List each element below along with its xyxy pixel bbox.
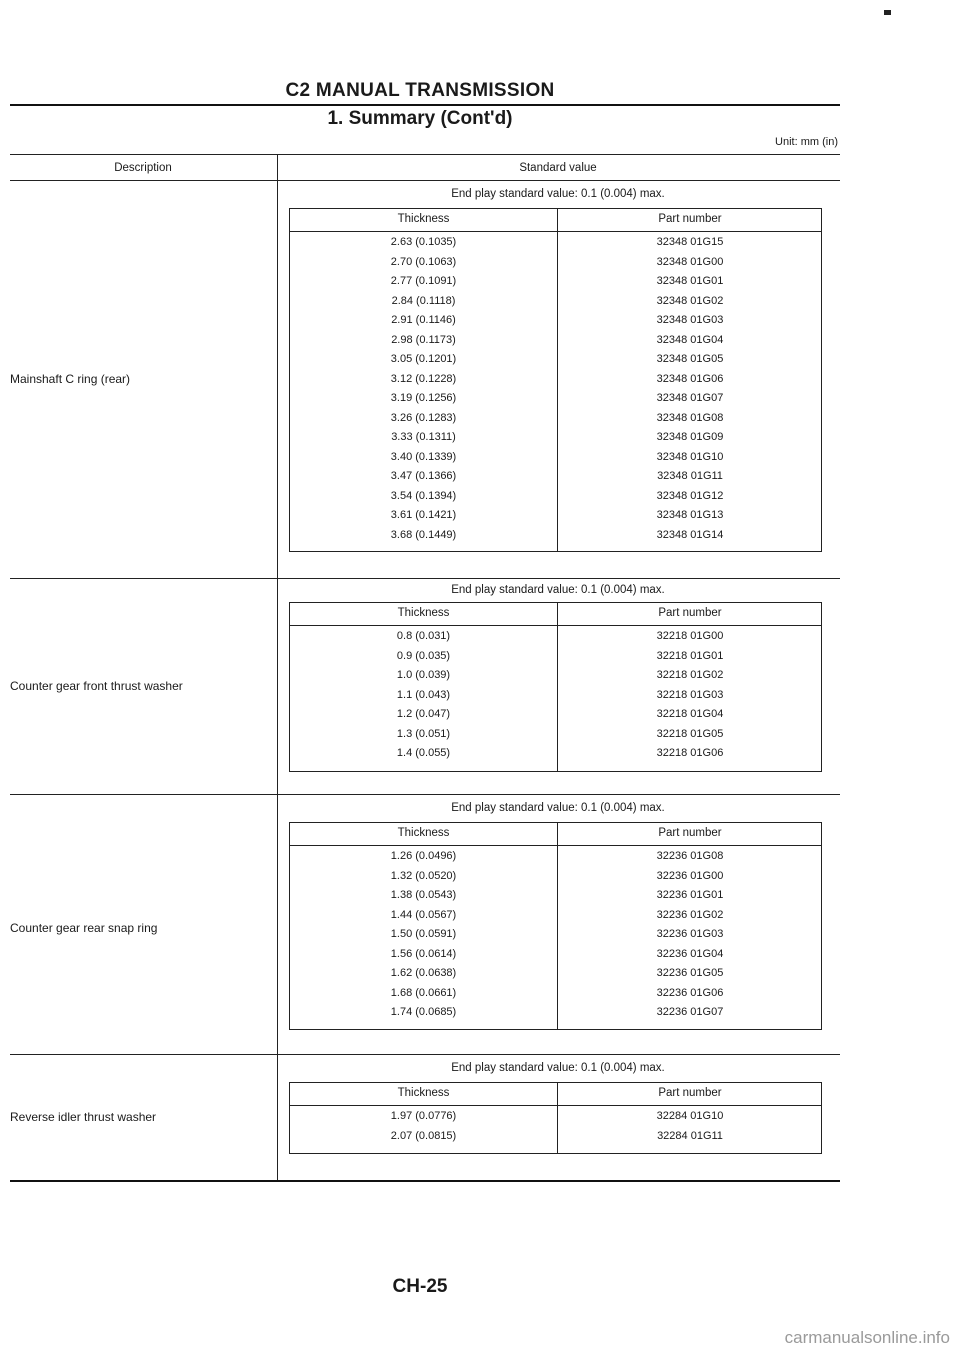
part-number-header: Part number bbox=[658, 827, 722, 839]
thickness-cell: 2.84 (0.1118) bbox=[391, 294, 456, 307]
table-row bbox=[290, 869, 821, 889]
table-row bbox=[290, 849, 821, 869]
page-subtitle: 1. Summary (Cont'd) bbox=[327, 108, 513, 129]
table-top-rule bbox=[10, 154, 840, 155]
table-row bbox=[290, 1109, 821, 1129]
thickness-cell: 2.98 (0.1173) bbox=[391, 333, 456, 346]
thickness-cell: 1.44 (0.0567) bbox=[390, 908, 457, 921]
part-number-cell: 32348 01G12 bbox=[656, 489, 724, 502]
thickness-cell: 1.32 (0.0520) bbox=[390, 869, 457, 882]
part-table-rows bbox=[290, 849, 821, 1025]
section-description: Reverse idler thrust washer bbox=[10, 1110, 157, 1124]
thickness-cell: 3.19 (0.1256) bbox=[390, 392, 457, 404]
part-number-cell: 32348 01G09 bbox=[656, 431, 724, 443]
part-number-cell: 32348 01G08 bbox=[656, 411, 724, 424]
section-rule bbox=[10, 578, 840, 579]
part-table-header bbox=[290, 209, 821, 232]
table-row bbox=[290, 255, 821, 275]
thickness-cell: 3.05 (0.1201) bbox=[390, 353, 457, 365]
thickness-cell: 1.2 (0.047) bbox=[396, 708, 451, 720]
table-row bbox=[290, 235, 821, 255]
thickness-cell: 2.07 (0.0815) bbox=[390, 1129, 457, 1142]
section-description: Counter gear rear snap ring bbox=[10, 921, 158, 935]
thickness-cell: 3.68 (0.1449) bbox=[390, 528, 457, 541]
thickness-cell: 1.74 (0.0685) bbox=[390, 1006, 457, 1018]
part-number-cell: 32236 01G00 bbox=[656, 869, 724, 882]
title-rule bbox=[10, 104, 840, 106]
part-number-cell: 32218 01G04 bbox=[656, 708, 724, 720]
thickness-cell: 1.1 (0.043) bbox=[396, 688, 451, 701]
part-number-cell: 32348 01G15 bbox=[656, 236, 724, 248]
thickness-cell: 3.33 (0.1311) bbox=[391, 431, 456, 443]
part-number-cell: 32236 01G06 bbox=[656, 986, 724, 999]
part-number-cell: 32218 01G05 bbox=[656, 727, 724, 740]
section-description: Counter gear front thrust washer bbox=[10, 679, 183, 693]
table-row bbox=[290, 746, 821, 766]
part-number-cell: 32348 01G03 bbox=[656, 314, 724, 326]
part-table-rows bbox=[290, 235, 821, 547]
section-rule bbox=[10, 794, 840, 795]
endplay-note: End play standard value: 0.1 (0.004) max. bbox=[451, 188, 665, 200]
part-number-cell: 32348 01G10 bbox=[656, 450, 724, 463]
table-row bbox=[290, 372, 821, 392]
watermark: carmanualsonline.info bbox=[784, 1328, 950, 1347]
thickness-cell: 3.61 (0.1421) bbox=[390, 509, 457, 521]
column-divider bbox=[277, 154, 278, 1182]
part-number-cell: 32348 01G07 bbox=[656, 392, 724, 404]
table-row bbox=[290, 986, 821, 1006]
thickness-cell: 3.26 (0.1283) bbox=[390, 411, 457, 424]
section-description: Mainshaft C ring (rear) bbox=[10, 372, 131, 386]
part-table-rows bbox=[290, 1109, 821, 1148]
table-row bbox=[290, 274, 821, 294]
thickness-cell: 3.54 (0.1394) bbox=[390, 489, 457, 502]
part-table bbox=[289, 602, 822, 772]
part-number-cell: 32236 01G03 bbox=[656, 928, 724, 940]
thickness-cell: 2.91 (0.1146) bbox=[391, 314, 456, 326]
part-number-cell: 32348 01G02 bbox=[656, 294, 724, 307]
thickness-cell: 3.47 (0.1366) bbox=[390, 470, 457, 482]
part-number-header: Part number bbox=[658, 1087, 722, 1099]
part-number-header: Part number bbox=[658, 213, 722, 225]
table-row bbox=[290, 649, 821, 669]
part-table bbox=[289, 1082, 822, 1154]
part-table bbox=[289, 822, 822, 1030]
thickness-cell: 1.62 (0.0638) bbox=[390, 967, 457, 979]
part-number-header: Part number bbox=[658, 607, 722, 619]
unit-label: Unit: mm (in) bbox=[775, 136, 838, 148]
part-number-cell: 32218 01G01 bbox=[656, 649, 724, 662]
table-row bbox=[290, 1005, 821, 1025]
table-row bbox=[290, 333, 821, 353]
table-row bbox=[290, 411, 821, 431]
thickness-cell: 2.77 (0.1091) bbox=[390, 275, 457, 287]
part-table bbox=[289, 208, 822, 552]
thickness-header: Thickness bbox=[397, 213, 450, 225]
part-number-cell: 32348 01G13 bbox=[656, 509, 724, 521]
thickness-cell: 2.70 (0.1063) bbox=[390, 255, 457, 268]
thickness-header: Thickness bbox=[397, 607, 450, 619]
table-row bbox=[290, 888, 821, 908]
section-rule bbox=[10, 1054, 840, 1055]
thickness-cell: 1.4 (0.055) bbox=[396, 747, 451, 759]
part-table-header bbox=[290, 823, 821, 846]
part-number-cell: 32348 01G00 bbox=[656, 255, 724, 268]
thickness-header: Thickness bbox=[397, 1087, 450, 1099]
column-header-standard-value: Standard value bbox=[519, 162, 597, 174]
table-row bbox=[290, 489, 821, 509]
table-row bbox=[290, 450, 821, 470]
part-number-cell: 32236 01G02 bbox=[656, 908, 724, 921]
table-row bbox=[290, 1129, 821, 1149]
table-row bbox=[290, 508, 821, 528]
table-bottom-rule bbox=[10, 1180, 840, 1182]
part-number-cell: 32348 01G04 bbox=[656, 333, 724, 346]
part-table-header bbox=[290, 1083, 821, 1106]
thickness-cell: 1.0 (0.039) bbox=[396, 669, 451, 681]
table-row bbox=[290, 430, 821, 450]
table-row bbox=[290, 294, 821, 314]
table-row bbox=[290, 908, 821, 928]
thickness-cell: 1.68 (0.0661) bbox=[390, 986, 457, 999]
corner-mark bbox=[884, 10, 891, 15]
table-row bbox=[290, 469, 821, 489]
table-row bbox=[290, 313, 821, 333]
part-number-cell: 32236 01G04 bbox=[656, 947, 724, 960]
table-row bbox=[290, 727, 821, 747]
part-number-cell: 32236 01G08 bbox=[656, 850, 724, 862]
part-table-header bbox=[290, 603, 821, 626]
thickness-cell: 0.9 (0.035) bbox=[396, 649, 451, 662]
table-row bbox=[290, 629, 821, 649]
table-row bbox=[290, 391, 821, 411]
endplay-note: End play standard value: 0.1 (0.004) max. bbox=[451, 802, 665, 814]
column-header-description: Description bbox=[114, 162, 172, 174]
table-row bbox=[290, 927, 821, 947]
thickness-cell: 2.63 (0.1035) bbox=[390, 236, 457, 248]
endplay-note: End play standard value: 0.1 (0.004) max. bbox=[451, 1062, 665, 1074]
thickness-cell: 1.56 (0.0614) bbox=[390, 947, 457, 960]
table-row bbox=[290, 528, 821, 548]
table-row bbox=[290, 688, 821, 708]
part-number-cell: 32348 01G01 bbox=[656, 275, 724, 287]
header-bottom-rule bbox=[10, 180, 840, 181]
thickness-cell: 1.3 (0.051) bbox=[396, 727, 451, 740]
thickness-cell: 3.12 (0.1228) bbox=[390, 372, 457, 385]
table-row bbox=[290, 947, 821, 967]
table-row bbox=[290, 352, 821, 372]
table-row bbox=[290, 707, 821, 727]
part-number-cell: 32284 01G11 bbox=[657, 1129, 723, 1142]
part-number-cell: 32236 01G05 bbox=[656, 967, 724, 979]
part-number-cell: 32218 01G00 bbox=[656, 630, 724, 642]
part-number-cell: 32218 01G06 bbox=[656, 747, 724, 759]
thickness-header: Thickness bbox=[397, 827, 450, 839]
endplay-note: End play standard value: 0.1 (0.004) max. bbox=[451, 584, 665, 596]
part-number-cell: 32348 01G11 bbox=[657, 470, 723, 482]
part-number-cell: 32284 01G10 bbox=[656, 1110, 724, 1122]
part-number-cell: 32348 01G05 bbox=[656, 353, 724, 365]
thickness-cell: 1.26 (0.0496) bbox=[390, 850, 457, 862]
thickness-cell: 0.8 (0.031) bbox=[396, 630, 451, 642]
part-number-cell: 32236 01G01 bbox=[656, 889, 724, 901]
thickness-cell: 1.50 (0.0591) bbox=[390, 928, 457, 940]
table-row bbox=[290, 668, 821, 688]
part-number-cell: 32218 01G03 bbox=[656, 688, 724, 701]
part-number-cell: 32348 01G14 bbox=[656, 528, 724, 541]
thickness-cell: 3.40 (0.1339) bbox=[390, 450, 457, 463]
part-number-cell: 32236 01G07 bbox=[656, 1006, 724, 1018]
table-row bbox=[290, 966, 821, 986]
thickness-cell: 1.97 (0.0776) bbox=[390, 1110, 457, 1122]
page-title: C2 MANUAL TRANSMISSION bbox=[285, 80, 555, 101]
page-number: CH-25 bbox=[392, 1276, 448, 1297]
thickness-cell: 1.38 (0.0543) bbox=[390, 889, 457, 901]
part-number-cell: 32218 01G02 bbox=[656, 669, 724, 681]
part-table-rows bbox=[290, 629, 821, 766]
part-number-cell: 32348 01G06 bbox=[656, 372, 724, 385]
